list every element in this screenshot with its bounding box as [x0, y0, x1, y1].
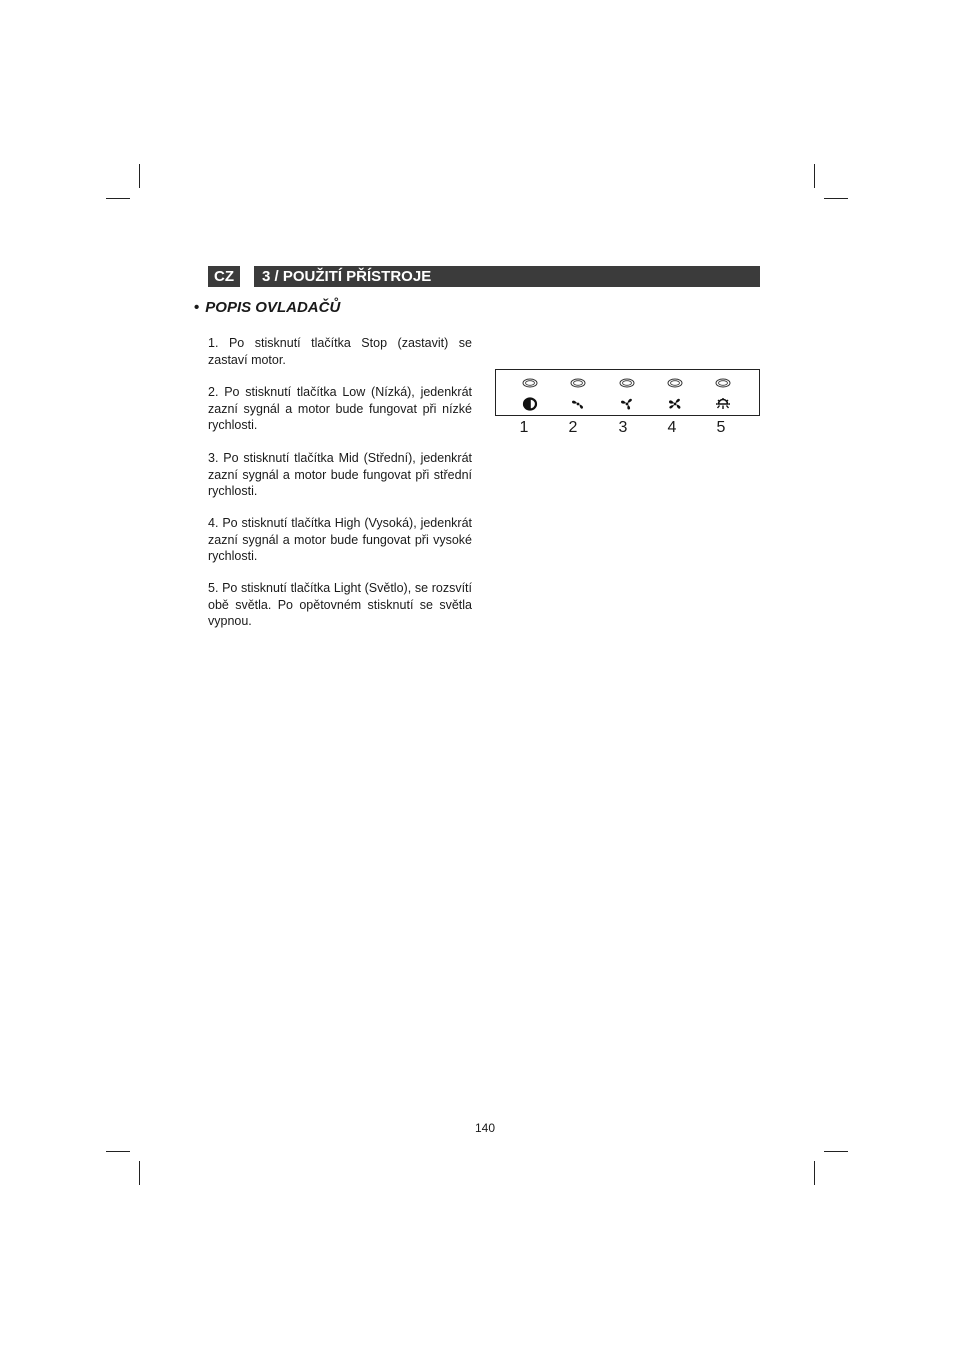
indicator-led-icon: [715, 378, 731, 388]
crop-mark-top-right-v: [814, 164, 815, 188]
indicator-led-icon: [667, 378, 683, 388]
control-panel: [495, 369, 760, 416]
paragraph-high: 4. Po stisknutí tlačítka High (Vysoká), jedenkrát zazní sygnál a motor bude fungovat při vysoké rychlosti.: [208, 516, 472, 563]
fan-mid-icon: [618, 397, 636, 411]
paragraph-stop: 1. Po stisknutí tlačítka Stop (zastavit) se zastaví motor.: [208, 336, 472, 367]
button-number-4: 4: [667, 419, 677, 436]
button-number-3: 3: [618, 419, 628, 436]
panel-button-low: [563, 370, 593, 417]
language-badge: CZ: [208, 266, 240, 287]
button-number-5: 5: [716, 419, 726, 436]
paragraph-mid: 3. Po stisknutí tlačítka Mid (Střední), jedenkrát zazní sygnál a motor bude fungovat při střední rychlosti.: [208, 451, 472, 498]
paragraph-light: 5. Po stisknutí tlačítka Light (Světlo), se rozsvítí obě světla. Po opětovném stisknutí se světla vypnou.: [208, 581, 472, 628]
subheading: [194, 299, 340, 316]
section-title: 3 / POUŽITÍ PŘÍSTROJE: [254, 266, 760, 287]
subheading-title: POPIS OVLADAČŮ: [205, 299, 341, 316]
panel-button-high: [660, 370, 690, 417]
crop-mark-bottom-right-v: [814, 1161, 815, 1185]
page-number: 140: [474, 1121, 496, 1135]
stop-icon: [521, 397, 539, 411]
indicator-led-icon: [570, 378, 586, 388]
crop-mark-top-right-h: [824, 198, 848, 199]
fan-low-icon: [569, 397, 587, 411]
crop-mark-bottom-right-h: [824, 1151, 848, 1152]
panel-button-mid: [612, 370, 642, 417]
button-number-1: 1: [519, 419, 529, 436]
light-icon: [714, 397, 732, 411]
crop-mark-top-left-h: [106, 198, 130, 199]
paragraph-low: 2. Po stisknutí tlačítka Low (Nízká), jedenkrát zazní sygnál a motor bude fungovat při nízké rychlosti.: [208, 385, 472, 432]
crop-mark-bottom-left-v: [139, 1161, 140, 1185]
panel-button-stop: [515, 370, 545, 417]
panel-button-light: [708, 370, 738, 417]
crop-mark-top-left-v: [139, 164, 140, 188]
indicator-led-icon: [619, 378, 635, 388]
crop-mark-bottom-left-h: [106, 1151, 130, 1152]
indicator-led-icon: [522, 378, 538, 388]
fan-high-icon: [666, 397, 684, 411]
bullet: •: [194, 299, 200, 316]
button-number-2: 2: [568, 419, 578, 436]
